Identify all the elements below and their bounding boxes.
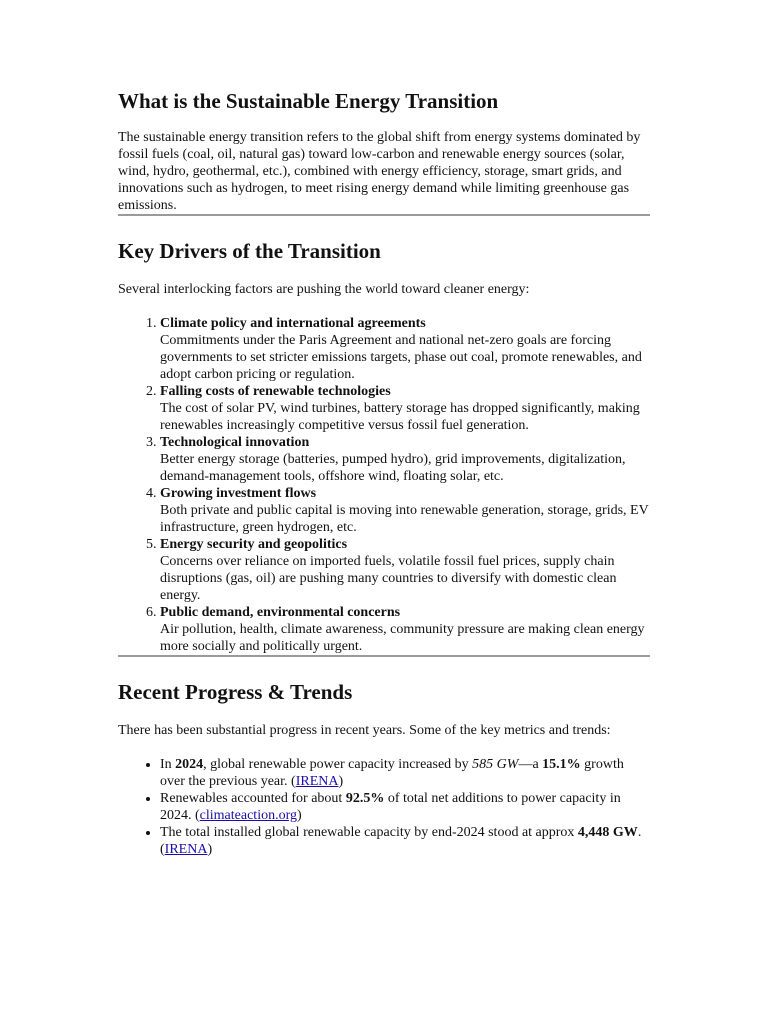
bullet-text: ) (338, 774, 344, 789)
section-divider (118, 655, 650, 657)
section-title-progress: Recent Progress & Trends (118, 680, 353, 704)
bullet-text: ) (297, 808, 302, 823)
driver-text: Better energy storage (batteries, pumped hydro), grid improvements, digitalization, demand-management tools, offshore wind, floating solar, etc. (160, 452, 626, 484)
bullet-text: In (160, 757, 176, 772)
section-body-transition: The sustainable energy transition refers to the global shift from energy systems dominated by fossil fuels (coal, oil, natural gas) toward low-carbon and renewable energy sources (solar, wind, hydro, geothermal, etc.), combined with energy efficiency, storage, smart grids, and innovations such as hydrogen, to meet rising energy demand while limiting greenhouse gas emissions. (118, 130, 641, 213)
list-item (160, 434, 650, 485)
list-item (160, 315, 650, 383)
driver-text: Concerns over reliance on imported fuels, volatile fossil fuel prices, supply chain disruptions (gas, oil) are pushing many countries to diversify with domestic clean energy. (160, 554, 617, 603)
irena-link[interactable]: IRENA (295, 774, 339, 789)
section-title-transition: What is the Sustainable Energy Transition (118, 89, 499, 113)
driver-heading: 4. Growing investment flows (160, 486, 317, 501)
bullet-capacity: 4,448 GW (577, 825, 638, 840)
bullet-text: of total net additions to power capacity in 2024. ( (160, 791, 621, 823)
section-divider (118, 214, 650, 216)
climateaction-link[interactable]: climateaction.org (199, 808, 297, 823)
driver-heading: 3. Technological innovation (160, 435, 310, 450)
driver-text: The cost of solar PV, wind turbines, battery storage has dropped significantly, making renewables increasingly competitive versus fossil fuel generation. (160, 401, 640, 433)
bullet-percent: 92.5% (345, 791, 385, 806)
irena-link[interactable]: IRENA (164, 842, 208, 857)
driver-heading: 5. Energy security and geopolitics (160, 537, 348, 552)
document-page (118, 88, 650, 858)
driver-heading: 1. Climate policy and international agreements (160, 316, 426, 331)
bullet-text: The total installed global renewable capacity by end-2024 stood at approx (160, 825, 578, 840)
driver-text: Commitments under the Paris Agreement and national net-zero goals are forcing governments to set stricter emissions targets, phase out coal, promote renewables, and adopt carbon pricing or regulation. (160, 333, 642, 382)
list-item (160, 824, 650, 858)
drivers-intro: Several interlocking factors are pushing the world toward cleaner energy: (118, 282, 530, 297)
bullet-capacity: 585 GW (472, 757, 519, 772)
bullet-text: . ( (160, 825, 642, 857)
bullet-percent: 15.1% (542, 757, 581, 772)
list-item (160, 604, 650, 655)
bullet-text: Renewables accounted for about (160, 791, 346, 806)
list-item (160, 756, 650, 790)
driver-heading: 2. Falling costs of renewable technologies (160, 384, 391, 399)
trends-list (118, 756, 650, 858)
driver-heading: 6. Public demand, environmental concerns (160, 605, 401, 620)
bullet-text: , global renewable power capacity increased by (203, 757, 473, 772)
bullet-text: —a (518, 757, 543, 772)
list-item (160, 536, 650, 604)
list-item (160, 383, 650, 434)
bullet-year: 2024 (175, 757, 204, 772)
driver-text: Air pollution, health, climate awareness, community pressure are making clean energy more socially and politically urgent. (160, 622, 645, 654)
bullet-text: growth over the previous year. ( (160, 757, 624, 789)
progress-intro: There has been substantial progress in recent years. Some of the key metrics and trends: (118, 723, 611, 738)
list-item (160, 790, 650, 824)
driver-text: Both private and public capital is moving into renewable generation, storage, grids, EV infrastructure, green hydrogen, etc. (160, 503, 649, 535)
list-item (160, 485, 650, 536)
section-title-drivers: Key Drivers of the Transition (118, 239, 381, 263)
drivers-list (118, 315, 650, 655)
bullet-text: ) (207, 842, 213, 857)
